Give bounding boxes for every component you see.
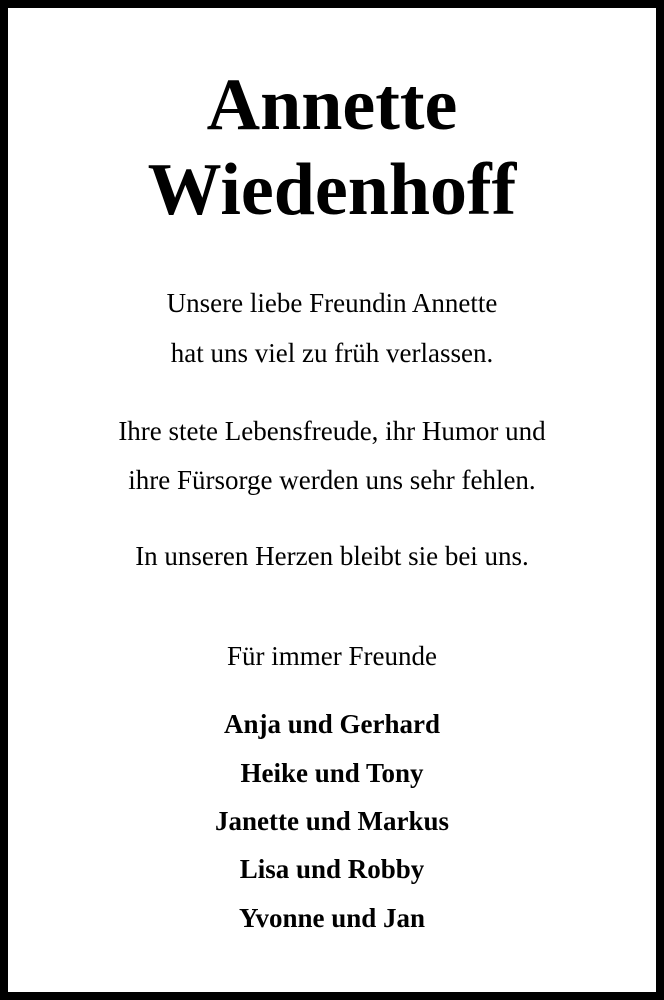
deceased-first-name: Annette <box>206 64 458 146</box>
message-line: hat uns viel zu früh verlassen. <box>170 338 494 368</box>
message-line: In unseren Herzen bleibt sie bei uns. <box>135 541 529 571</box>
message-line: Unsere liebe Freundin Annette <box>166 288 498 318</box>
deceased-last-name: Wiedenhoff <box>147 149 517 231</box>
closing-line: Für immer Freunde <box>227 641 437 671</box>
message-line: ihre Fürsorge werden uns sehr fehlen. <box>128 465 536 495</box>
signer-name: Yvonne und Jan <box>238 903 426 933</box>
message-line: Ihre stete Lebensfreude, ihr Humor und <box>118 416 546 446</box>
signer-name: Lisa und Robby <box>239 854 425 884</box>
signer-name: Janette und Markus <box>214 806 450 836</box>
signer-name: Heike und Tony <box>240 758 424 788</box>
signer-name: Anja und Gerhard <box>223 709 441 739</box>
